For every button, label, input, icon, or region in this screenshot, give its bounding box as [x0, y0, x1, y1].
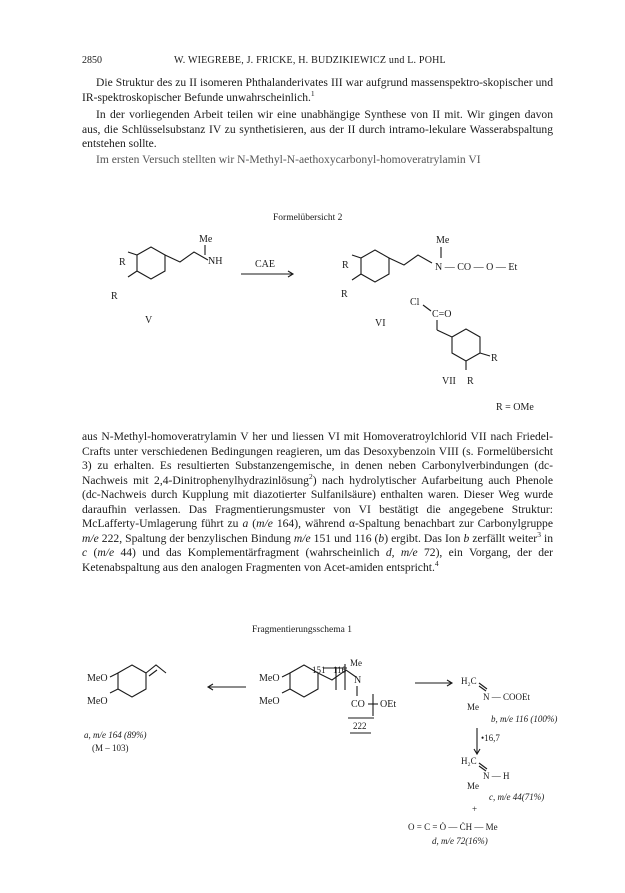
paragraph-4	[82, 430, 553, 575]
compound-VI-structure	[341, 235, 517, 329]
page-number: 2850	[82, 55, 102, 66]
plus-sign: +	[472, 804, 478, 814]
p4-seg: 44) und das Komplementärfragment (wahrscheinlich	[114, 546, 386, 559]
parent-CO-label: CO	[351, 699, 365, 710]
cut-116-label: 116	[333, 665, 347, 675]
scheme-2-caption: Fragmentierungsschema 1	[252, 625, 352, 635]
paragraph-2: In der vorliegenden Arbeit teilen wir eine unabhängige Synthese von II mit. Wir gingen davon aus, die Schlüsselsubstanz IV zu synthetisieren, aus der II durch intramo-lekulare Wasserabspaltung entstehen sollte.	[82, 108, 553, 150]
a-MeO-top: MeO	[87, 673, 108, 684]
a-MeO-bottom: MeO	[87, 696, 108, 707]
footnote-ref: 2	[308, 471, 313, 481]
VI-R1-label: R	[342, 260, 349, 271]
b-H2C-label: H₂C	[461, 676, 477, 686]
parent-OEt-label: OEt	[380, 699, 397, 710]
scheme-1-caption: Formelübersicht 2	[273, 213, 343, 223]
p4-ital: c	[82, 546, 88, 559]
VII-R2-label: R	[467, 376, 474, 387]
p4-seg: zerfällt weiter	[469, 531, 538, 545]
V-R2-label: R	[111, 291, 118, 302]
cut-151-label: 151	[312, 665, 326, 675]
VII-R1-label: R	[491, 353, 498, 364]
p4-seg: ) ergibt. Das Ion	[384, 531, 464, 545]
V-NH-label: NH	[208, 256, 223, 267]
VII-Cl-label: Cl	[410, 297, 420, 308]
VI-methyl-label: Me	[436, 235, 450, 246]
parent-N-label: N	[354, 675, 362, 686]
p4-seg: (	[87, 546, 98, 559]
p4-seg: 222, Spaltung der benzylischen Bindung	[98, 531, 294, 545]
p4-seg: (	[248, 517, 257, 530]
fragment-d-structure	[408, 822, 498, 846]
fragmentation-arrow-right	[415, 680, 452, 686]
p4-ital: m/e	[97, 546, 115, 559]
p4-ital: d, m/e	[385, 546, 418, 559]
paragraph-1-text: Die Struktur des zu II isomeren Phthalanderivates III war aufgrund massenspektro-skopischer und IR-spektroskopischer Befunde unwahrscheinlich.	[82, 76, 553, 104]
p4-seg: aus N-Methyl-homoveratrylamin V her und liessen VI mit Homoveratroylchlorid VII nach Friedel-Crafts unter verschiedenen Bedingungen reagieren, um das Desoxybenzoin VIII (s. Formelübersicht 3) zu erhalten. Es resultierten Substanzengemische, in denen neben Carbonylverbindungen (dc-Nachweis mit 2,4-Dinitrophenylhydrazinlösung	[82, 430, 553, 487]
p4-ital: m/e	[82, 531, 99, 545]
p4-seg: ) nach hydrolytischer Aufarbeitung auch Phenole (dc-Nachweis durch Kupplung mit diazotierter Sulfanilsäure) enthalten waren. Dieser Weg wurde daraufhin verlassen. Das Fragmentierungsmuster von VI bestätigt die angegebene Struktur: McLafferty-Umlagerung führt zu	[82, 473, 553, 530]
fragment-d-formula: O = C = Ȯ — ĊH — Me	[408, 822, 498, 832]
p4-ital: a	[242, 517, 249, 530]
p4-ital: b	[378, 531, 385, 545]
paragraph-3: Im ersten Versuch stellten wir N-Methyl-N-aethoxycarbonyl-homoveratrylamin VI	[96, 153, 481, 166]
fragment-b-label: b, m/e 116 (100%)	[491, 714, 558, 724]
footnote-ref: 1	[310, 88, 315, 98]
fragment-b-structure	[461, 676, 557, 754]
b-N-label: N — COOEt	[483, 692, 530, 702]
reagent-CAE: CAE	[255, 259, 275, 270]
parent-MeO-top: MeO	[259, 673, 280, 684]
fragmentation-arrow-left	[208, 684, 246, 690]
compound-VI-label: VI	[375, 318, 386, 329]
fragment-a-label: a, m/e 164 (89%)	[84, 730, 147, 740]
p4-seg: 164), während α-Spaltung benachbart zur Carbonylgruppe	[272, 517, 553, 530]
cut-222-label: 222	[353, 721, 367, 731]
fragment-d-label: d, m/e 72(16%)	[432, 836, 488, 846]
footnote-ref: 4	[434, 558, 439, 568]
parent-methyl-label: Me	[350, 658, 362, 668]
c-H2C-label: H₂C	[461, 756, 477, 766]
author-line: W. WIEGREBE, J. FRICKE, H. BUDZIKIEWICZ und L. POHL	[174, 55, 446, 66]
footnote-ref: 3	[537, 529, 541, 539]
fragment-c-label: c, m/e 44(71%)	[489, 792, 545, 802]
p4-seg: 72), ein Vorgang, der der Ketenabspaltung aus den analogen Fragmenten von Acet-amiden entspricht.	[82, 546, 553, 574]
compound-VII-label: VII	[442, 376, 456, 387]
fragment-a-structure	[84, 665, 166, 753]
p4-seg: in	[540, 531, 554, 545]
parent-molecule-structure	[259, 658, 396, 733]
V-methyl-label: Me	[199, 234, 213, 245]
p4-ital: m/e	[256, 517, 273, 530]
VI-R2-label: R	[341, 289, 348, 300]
reaction-arrow-1	[241, 259, 293, 277]
VII-CO-label: C=O	[432, 309, 452, 320]
metastable-note: •16,7	[481, 733, 500, 743]
parent-MeO-bottom: MeO	[259, 696, 280, 707]
V-R1-label: R	[119, 257, 126, 268]
b-Me-label: Me	[467, 702, 479, 712]
p4-seg: 151 und 116 (	[310, 531, 379, 545]
p4-ital: m/e	[293, 531, 311, 545]
compound-VII-structure	[410, 297, 498, 387]
VI-N-chain: N — CO — O — Et	[435, 262, 518, 273]
fragment-a-sublabel: (M – 103)	[92, 743, 129, 753]
c-Me-label: Me	[467, 781, 479, 791]
R-definition: R = OMe	[496, 402, 534, 413]
p4-ital: b	[463, 531, 470, 545]
c-N-label: N — H	[483, 771, 510, 781]
fragment-c-structure	[461, 756, 544, 814]
compound-V-structure	[111, 234, 222, 326]
compound-V-label: V	[145, 315, 153, 326]
